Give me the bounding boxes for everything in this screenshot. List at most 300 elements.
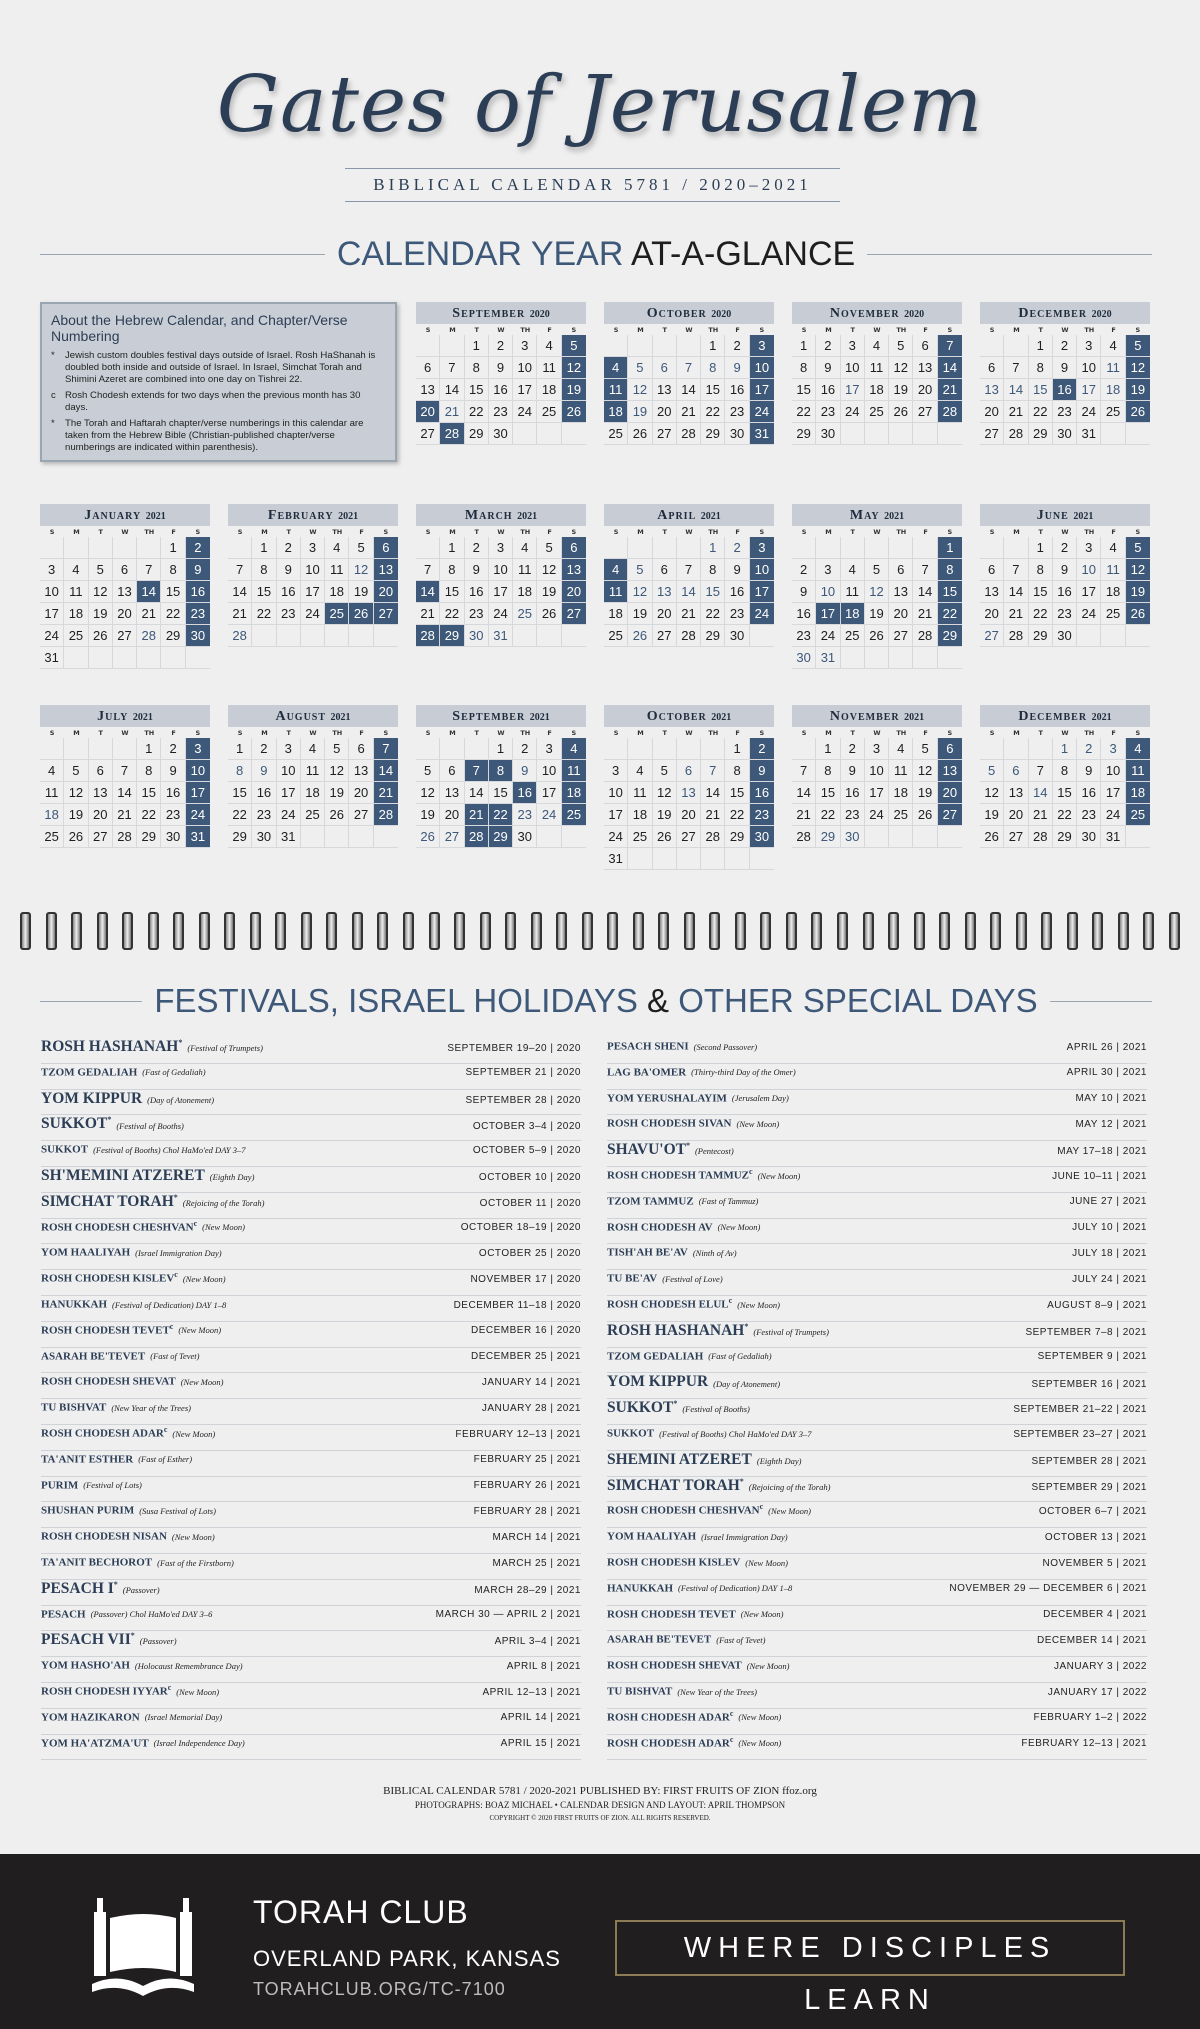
empty-cell xyxy=(865,423,889,445)
weekday-label: F xyxy=(547,528,552,536)
empty-cell xyxy=(113,537,137,559)
festival-name-group xyxy=(41,1631,177,1649)
festival-date: OCTOBER 18–19 | 2020 xyxy=(460,1222,581,1234)
day-cell: 29 xyxy=(1029,423,1053,445)
weekday-label: T xyxy=(662,326,667,334)
festival-name-group xyxy=(607,1348,772,1363)
binding-coil xyxy=(658,912,669,950)
festival-date: JULY 18 | 2021 xyxy=(1072,1248,1147,1260)
festival-name-group xyxy=(607,1322,829,1340)
day-cell: 16 xyxy=(841,782,865,804)
festival-row xyxy=(41,1580,581,1606)
festival-description: (New Year of the Trees) xyxy=(677,1686,757,1697)
day-cell: 9 xyxy=(489,357,513,379)
day-cell: 8 xyxy=(489,760,513,782)
festival-date: SEPTEMBER 21 | 2020 xyxy=(465,1067,581,1079)
day-cell: 8 xyxy=(725,760,749,782)
day-cell: 12 xyxy=(64,782,88,804)
weekday-label: S xyxy=(425,729,431,737)
binding-coil xyxy=(760,912,771,950)
binding-coil xyxy=(811,912,822,950)
festival-row xyxy=(41,1554,581,1580)
festival-date: MARCH 30 — APRIL 2 | 2021 xyxy=(435,1609,581,1621)
weekday-label: TH xyxy=(708,729,719,737)
binding-coil xyxy=(20,912,31,950)
festival-name-group xyxy=(607,1064,796,1079)
month-header xyxy=(416,504,586,526)
month-year: 2020 xyxy=(904,309,925,320)
festival-name-group xyxy=(41,1657,243,1672)
day-cell: 13 xyxy=(889,581,913,603)
day-cell: 14 xyxy=(938,357,962,379)
day-cell: 28 xyxy=(1004,423,1028,445)
festival-description: (Festival of Lots) xyxy=(83,1480,142,1491)
day-cell: 17 xyxy=(277,782,301,804)
festival-name-group xyxy=(607,1115,779,1130)
weekday-label: TH xyxy=(520,729,531,737)
day-cell: 8 xyxy=(228,760,252,782)
festival-description: (Eighth Day) xyxy=(209,1172,255,1183)
weekday-label: TH xyxy=(1084,528,1095,536)
festival-description: (Fast of Tevet) xyxy=(716,1634,766,1645)
day-cell: 6 xyxy=(913,335,937,357)
day-cell: 5 xyxy=(1126,537,1150,559)
weekday-label: W xyxy=(121,528,129,536)
day-cell: 18 xyxy=(1126,782,1150,804)
day-cell: 23 xyxy=(1077,804,1101,826)
weekday-label: T xyxy=(98,528,103,536)
month-year: 2021 xyxy=(904,712,925,723)
festival-row xyxy=(41,1141,581,1167)
calendar-heading-part-a: CALENDAR YEAR xyxy=(336,235,624,273)
month-year: 2021 xyxy=(1073,511,1094,522)
note-symbol: * xyxy=(51,350,55,361)
day-cell: 15 xyxy=(137,782,161,804)
binding-coil xyxy=(1016,912,1027,950)
month-calendar xyxy=(228,504,398,647)
day-cell: 16 xyxy=(513,782,537,804)
footer xyxy=(0,1854,1200,2029)
empty-cell xyxy=(980,738,1004,760)
day-cell: 21 xyxy=(677,603,701,625)
festival-date: MARCH 28–29 | 2021 xyxy=(474,1584,581,1596)
day-cell: 18 xyxy=(301,782,325,804)
note-symbol: c xyxy=(51,390,56,401)
day-cell: 10 xyxy=(1077,559,1101,581)
month-calendar xyxy=(228,705,398,848)
day-cell: 16 xyxy=(277,581,301,603)
day-cell: 23 xyxy=(489,401,513,423)
day-cell: 21 xyxy=(113,804,137,826)
festival-date: APRIL 15 | 2021 xyxy=(500,1738,581,1750)
weekday-label: F xyxy=(735,729,740,737)
day-cell: 7 xyxy=(374,738,398,760)
festival-name: ROSH HASHANAH xyxy=(41,1038,179,1056)
day-cell: 20 xyxy=(980,401,1004,423)
weekday-header xyxy=(980,527,1150,537)
festival-row xyxy=(41,1399,581,1425)
day-cell: 14 xyxy=(465,782,489,804)
day-cell: 5 xyxy=(64,760,88,782)
binding-coil xyxy=(326,912,337,950)
day-cell: 24 xyxy=(1077,603,1101,625)
festival-description: (Festival of Dedication) DAY 1–8 xyxy=(678,1583,793,1594)
day-cell: 20 xyxy=(349,782,373,804)
festival-row xyxy=(41,1657,581,1683)
month-header xyxy=(792,302,962,324)
weekday-label: M xyxy=(449,729,456,737)
day-cell: 3 xyxy=(1077,335,1101,357)
festival-row xyxy=(607,1090,1147,1116)
festival-date: JUNE 27 | 2021 xyxy=(1069,1196,1147,1208)
day-cell: 15 xyxy=(792,379,816,401)
festival-row xyxy=(607,1683,1147,1709)
festival-name: ROSH CHODESH ADAR xyxy=(41,1427,164,1440)
festival-date: OCTOBER 13 | 2021 xyxy=(1044,1531,1147,1543)
festival-date: JANUARY 17 | 2022 xyxy=(1047,1686,1147,1698)
festival-row xyxy=(41,1244,581,1270)
festival-description: (New Moon) xyxy=(172,1428,216,1439)
weekday-label: M xyxy=(825,729,832,737)
weekday-label: M xyxy=(637,326,644,334)
day-cell: 20 xyxy=(562,581,586,603)
festival-row xyxy=(607,1348,1147,1374)
day-cell: 2 xyxy=(186,537,210,559)
day-cell: 4 xyxy=(562,738,586,760)
credits xyxy=(0,1785,1200,1822)
festival-name: ROSH CHODESH TEVET xyxy=(607,1608,736,1621)
day-cell: 13 xyxy=(113,581,137,603)
month-year: 2021 xyxy=(884,511,905,522)
festival-name: YOM HAZIKARON xyxy=(41,1711,140,1724)
weekday-label: W xyxy=(1061,326,1069,334)
weekday-label: W xyxy=(309,729,317,737)
weekday-label: S xyxy=(613,528,619,536)
day-cell: 3 xyxy=(277,738,301,760)
day-cell: 28 xyxy=(1029,826,1053,848)
month-calendar xyxy=(416,302,586,445)
day-cell: 10 xyxy=(489,559,513,581)
festival-name-group xyxy=(607,1090,789,1105)
day-cell: 27 xyxy=(562,603,586,625)
day-cell: 9 xyxy=(750,760,774,782)
festival-name: SIMCHAT TORAH xyxy=(41,1192,174,1210)
day-cell: 21 xyxy=(137,603,161,625)
festival-description: (Fast of Esther) xyxy=(138,1454,193,1465)
festival-name: SUKKOT xyxy=(41,1143,89,1156)
day-cell: 2 xyxy=(725,537,749,559)
month-header xyxy=(228,504,398,526)
day-cell: 16 xyxy=(725,581,749,603)
festival-name: PESACH xyxy=(41,1608,86,1621)
day-cell: 28 xyxy=(228,625,252,647)
day-cell: 1 xyxy=(1029,537,1053,559)
day-cell: 8 xyxy=(161,559,185,581)
weekday-label: F xyxy=(735,326,740,334)
day-cell: 22 xyxy=(161,603,185,625)
day-cell: 20 xyxy=(677,804,701,826)
empty-cell xyxy=(1004,537,1028,559)
day-cell: 25 xyxy=(1126,804,1150,826)
day-cell: 31 xyxy=(1101,826,1125,848)
empty-cell xyxy=(1126,423,1150,445)
weekday-header xyxy=(228,728,398,738)
empty-cell xyxy=(113,647,137,669)
weekday-label: S xyxy=(801,729,807,737)
festival-name: YOM KIPPUR xyxy=(607,1373,709,1391)
month-header xyxy=(416,705,586,727)
day-cell: 13 xyxy=(416,379,440,401)
festival-mark: c xyxy=(167,1682,172,1692)
festival-row xyxy=(607,1580,1147,1606)
day-cell: 15 xyxy=(440,581,464,603)
day-cell: 7 xyxy=(137,559,161,581)
day-cell: 16 xyxy=(186,581,210,603)
day-cell: 20 xyxy=(416,401,440,423)
day-cell: 10 xyxy=(841,357,865,379)
weekday-label: TH xyxy=(1084,729,1095,737)
festival-date: SEPTEMBER 29 | 2021 xyxy=(1031,1481,1147,1493)
day-cell: 17 xyxy=(865,782,889,804)
festival-mark: * xyxy=(113,1579,118,1589)
festival-date: NOVEMBER 29 — DECEMBER 6 | 2021 xyxy=(949,1583,1147,1595)
empty-cell xyxy=(677,537,701,559)
empty-cell xyxy=(938,647,962,669)
weekday-label: T xyxy=(662,528,667,536)
day-grid xyxy=(604,738,774,870)
festival-name: ROSH CHODESH CHESHVAN xyxy=(41,1221,194,1234)
day-cell: 29 xyxy=(816,826,840,848)
festival-row xyxy=(607,1425,1147,1451)
day-cell: 1 xyxy=(1029,335,1053,357)
binding-coil xyxy=(352,912,363,950)
day-cell: 6 xyxy=(980,357,1004,379)
festival-name: TZOM GEDALIAH xyxy=(607,1350,704,1363)
empty-cell xyxy=(349,625,373,647)
day-cell: 9 xyxy=(841,760,865,782)
day-grid xyxy=(416,537,586,647)
day-cell: 13 xyxy=(374,559,398,581)
day-grid xyxy=(228,738,398,848)
day-cell: 7 xyxy=(416,559,440,581)
day-cell: 9 xyxy=(816,357,840,379)
empty-cell xyxy=(89,738,113,760)
festival-name: LAG BA'OMER xyxy=(607,1066,687,1079)
day-cell: 6 xyxy=(89,760,113,782)
day-cell: 4 xyxy=(1101,335,1125,357)
day-cell: 28 xyxy=(1004,625,1028,647)
empty-cell xyxy=(301,625,325,647)
day-cell: 9 xyxy=(792,581,816,603)
binding-coil xyxy=(531,912,542,950)
festival-name-group xyxy=(41,1270,226,1285)
festival-list-right xyxy=(607,1038,1147,1760)
weekday-label: S xyxy=(801,528,807,536)
festival-date: OCTOBER 6–7 | 2021 xyxy=(1038,1506,1147,1517)
festival-description: (New Moon) xyxy=(178,1325,222,1336)
day-cell: 19 xyxy=(913,782,937,804)
binding-coil xyxy=(173,912,184,950)
day-cell: 7 xyxy=(792,760,816,782)
day-cell: 15 xyxy=(938,581,962,603)
day-cell: 30 xyxy=(841,826,865,848)
day-cell: 4 xyxy=(64,559,88,581)
day-cell: 26 xyxy=(416,826,440,848)
day-cell: 21 xyxy=(416,603,440,625)
festival-date: FEBRUARY 26 | 2021 xyxy=(473,1480,581,1492)
day-cell: 20 xyxy=(653,401,677,423)
binding-coil xyxy=(148,912,159,950)
weekday-label: S xyxy=(571,326,577,334)
weekday-label: M xyxy=(261,528,268,536)
day-cell: 24 xyxy=(489,603,513,625)
festival-name: ROSH CHODESH SHEVAT xyxy=(607,1659,742,1672)
day-cell: 21 xyxy=(1004,401,1028,423)
day-cell: 19 xyxy=(89,603,113,625)
day-cell: 21 xyxy=(1004,603,1028,625)
empty-cell xyxy=(980,335,1004,357)
empty-cell xyxy=(628,738,652,760)
day-cell: 18 xyxy=(865,379,889,401)
day-cell: 1 xyxy=(440,537,464,559)
festival-date: APRIL 8 | 2021 xyxy=(506,1660,581,1672)
month-header xyxy=(792,705,962,727)
day-cell: 5 xyxy=(537,537,561,559)
festival-name: ROSH CHODESH ADAR xyxy=(607,1711,730,1724)
festival-description: (New Moon) xyxy=(717,1222,761,1233)
day-cell: 21 xyxy=(938,379,962,401)
festival-description: (Fast of Tammuz) xyxy=(698,1196,759,1207)
empty-cell xyxy=(653,335,677,357)
day-cell: 12 xyxy=(628,581,652,603)
day-cell: 28 xyxy=(938,401,962,423)
day-cell: 4 xyxy=(628,760,652,782)
day-cell: 26 xyxy=(89,625,113,647)
day-cell: 12 xyxy=(349,559,373,581)
festival-date: DECEMBER 4 | 2021 xyxy=(1043,1609,1147,1621)
day-cell: 29 xyxy=(792,423,816,445)
empty-cell xyxy=(938,423,962,445)
day-cell: 30 xyxy=(513,826,537,848)
day-cell: 20 xyxy=(653,603,677,625)
festival-name-group xyxy=(607,1038,757,1053)
empty-cell xyxy=(792,537,816,559)
day-cell: 27 xyxy=(1004,826,1028,848)
day-cell: 10 xyxy=(1101,760,1125,782)
month-name: December xyxy=(1018,709,1088,724)
festival-description: (Fast of Gedaliah) xyxy=(708,1351,772,1362)
festival-description: (Israel Immigration Day) xyxy=(701,1531,788,1542)
weekday-label: T xyxy=(1038,326,1043,334)
month-name: November xyxy=(829,709,900,724)
weekday-label: F xyxy=(171,729,176,737)
day-cell: 24 xyxy=(537,804,561,826)
empty-cell xyxy=(889,647,913,669)
day-cell: 18 xyxy=(889,782,913,804)
day-cell: 9 xyxy=(161,760,185,782)
footer-url[interactable]: TORAHCLUB.ORG/TC-7100 xyxy=(253,1979,506,1999)
festival-description: (New Moon) xyxy=(768,1506,811,1516)
weekday-header xyxy=(980,325,1150,335)
empty-cell xyxy=(113,738,137,760)
festival-date: FEBRUARY 25 | 2021 xyxy=(473,1454,581,1466)
festival-description: (Jerusalem Day) xyxy=(731,1093,789,1104)
empty-cell xyxy=(604,738,628,760)
day-cell: 3 xyxy=(537,738,561,760)
festival-row xyxy=(41,1683,581,1709)
day-cell: 26 xyxy=(349,603,373,625)
festival-mark: c xyxy=(749,1166,753,1176)
day-cell: 30 xyxy=(725,625,749,647)
festival-name-group xyxy=(607,1631,766,1646)
day-cell: 1 xyxy=(137,738,161,760)
day-cell: 19 xyxy=(628,401,652,423)
festival-description: (Thirty-third Day of the Omer) xyxy=(691,1067,796,1078)
empty-cell xyxy=(301,826,325,848)
day-cell: 27 xyxy=(980,423,1004,445)
day-cell: 20 xyxy=(889,603,913,625)
day-cell: 23 xyxy=(1053,603,1077,625)
festival-description: (Passover) xyxy=(122,1584,160,1595)
month-name: June xyxy=(1036,508,1069,523)
day-cell: 26 xyxy=(1126,401,1150,423)
empty-cell xyxy=(604,335,628,357)
festival-date: MAY 17–18 | 2021 xyxy=(1057,1146,1147,1158)
month-year: 2021 xyxy=(711,712,732,723)
day-cell: 23 xyxy=(252,804,276,826)
day-cell: 5 xyxy=(325,738,349,760)
day-cell: 10 xyxy=(277,760,301,782)
day-cell: 23 xyxy=(750,804,774,826)
day-grid xyxy=(980,335,1150,445)
festival-name-group xyxy=(41,1193,264,1211)
weekday-label: S xyxy=(571,729,577,737)
weekday-label: F xyxy=(359,528,364,536)
month-year: 2020 xyxy=(1091,309,1112,320)
day-cell: 21 xyxy=(228,603,252,625)
day-cell: 27 xyxy=(89,826,113,848)
day-cell: 18 xyxy=(604,603,628,625)
day-cell: 4 xyxy=(865,335,889,357)
festival-date: SEPTEMBER 7–8 | 2021 xyxy=(1025,1326,1147,1338)
festival-row xyxy=(607,1141,1147,1167)
festival-name-group xyxy=(41,1451,192,1466)
day-cell: 30 xyxy=(186,625,210,647)
day-cell: 19 xyxy=(889,379,913,401)
torah-scroll-icon xyxy=(88,1888,198,1998)
day-cell: 26 xyxy=(913,804,937,826)
weekday-label: M xyxy=(449,326,456,334)
day-cell: 9 xyxy=(1053,559,1077,581)
month-header xyxy=(416,302,586,324)
day-cell: 4 xyxy=(301,738,325,760)
weekday-label: W xyxy=(873,326,881,334)
day-cell: 27 xyxy=(913,401,937,423)
day-cell: 30 xyxy=(725,423,749,445)
about-box xyxy=(40,302,397,462)
day-cell: 18 xyxy=(513,581,537,603)
month-year: 2021 xyxy=(132,712,153,723)
day-cell: 18 xyxy=(628,804,652,826)
empty-cell xyxy=(750,848,774,870)
festival-date: OCTOBER 5–9 | 2020 xyxy=(472,1144,581,1156)
day-cell: 4 xyxy=(537,335,561,357)
empty-cell xyxy=(562,826,586,848)
day-cell: 23 xyxy=(841,804,865,826)
empty-cell xyxy=(653,537,677,559)
festival-date: DECEMBER 16 | 2020 xyxy=(471,1325,581,1337)
day-cell: 18 xyxy=(841,603,865,625)
